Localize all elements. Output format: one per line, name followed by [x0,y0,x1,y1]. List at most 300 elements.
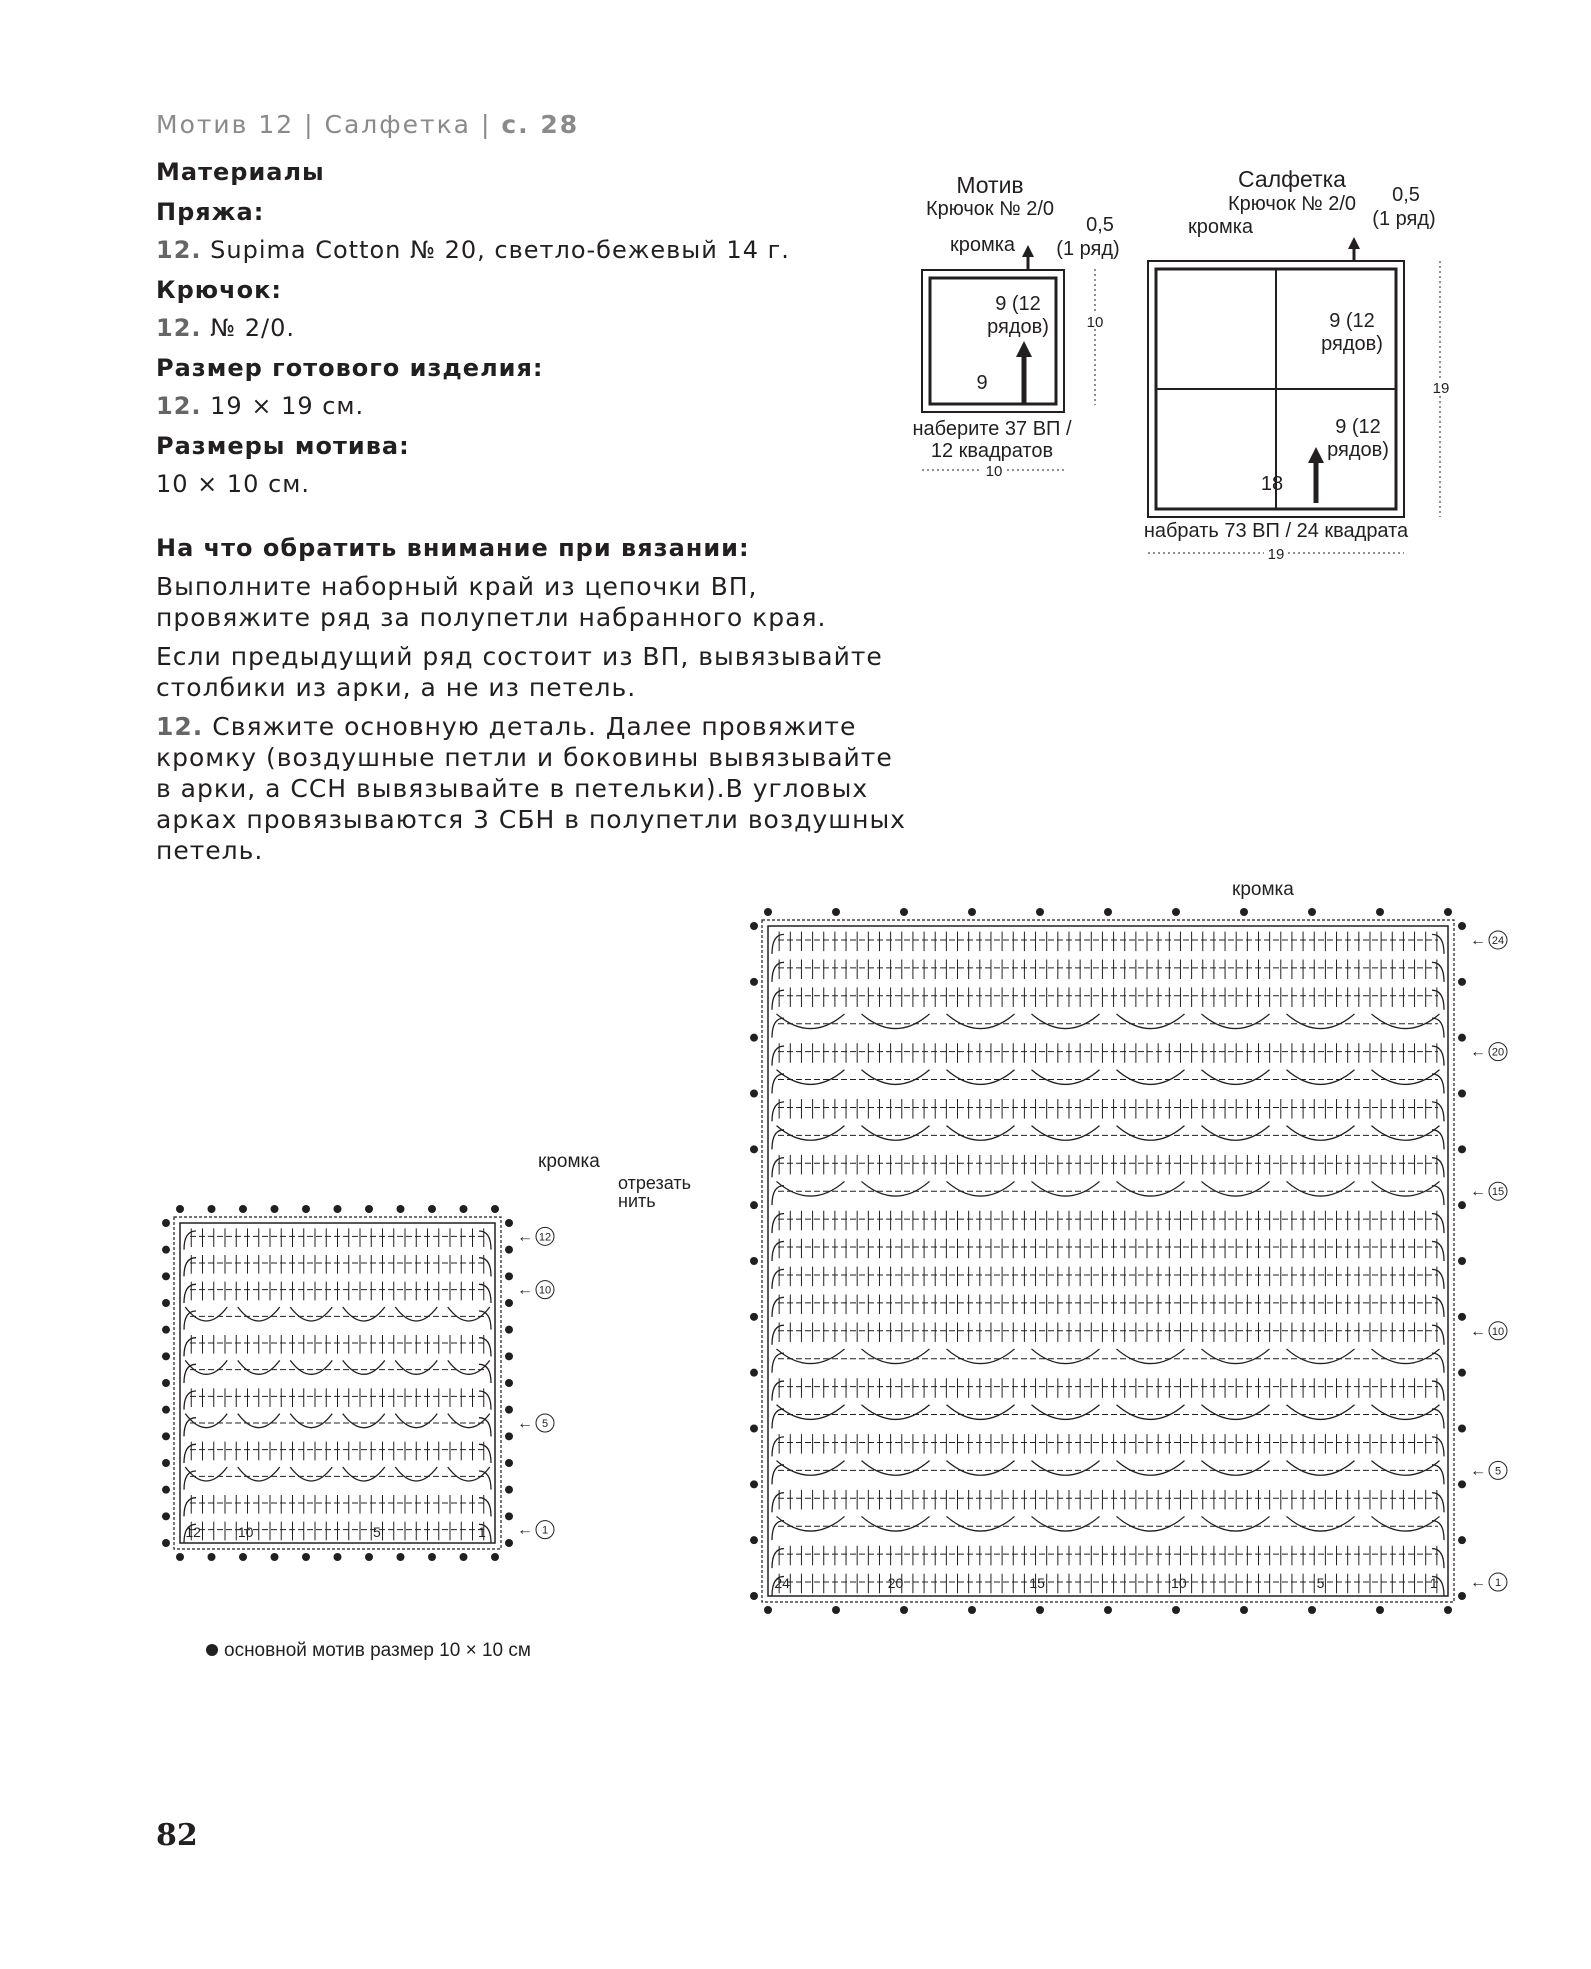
chain-arch [947,1014,1015,1029]
materials-title: Материалы [156,158,325,186]
turning-chain [1432,1241,1444,1261]
edge-picot-icon [764,908,772,916]
chain-arch [1117,1405,1185,1420]
large-chart-edge-label: кромка [1232,879,1294,900]
turning-chain [1432,1409,1444,1429]
chain-arch [1202,1405,1270,1420]
chain-arch [1287,1014,1355,1029]
chart-edge-frame [762,920,1454,1602]
chain-arch [238,1467,280,1481]
column-number: 24 [774,1575,790,1591]
edge-picot-icon [750,1257,758,1265]
turning-chain [1432,1297,1444,1317]
turning-chain [184,1471,196,1490]
header-page-ref: с. 28 [501,110,580,139]
chain-arch [343,1307,385,1321]
edge-picot-icon [750,1090,758,1098]
turning-chain [479,1498,491,1517]
turning-chain [772,1241,784,1261]
motif-schema [900,165,1150,485]
chain-arch [1032,1405,1100,1420]
edge-picot-icon [176,1205,184,1213]
edge-picot-icon [1458,1480,1466,1488]
edge-picot-icon [505,1486,513,1494]
chain-arch [343,1467,385,1481]
turning-chain [1432,1381,1444,1401]
chain-arch [1117,1070,1185,1085]
edge-picot-icon [302,1553,310,1561]
chain-arch [1372,1349,1440,1364]
chart-frame [768,926,1448,1596]
turning-chain [479,1311,491,1330]
yarn-num: 12. [156,236,202,264]
row-arrow-icon: ← [1470,1574,1486,1592]
turning-chain [772,1437,784,1457]
edge-picot-icon [302,1205,310,1213]
chain-arch [1117,1181,1185,1196]
edge-picot-icon [505,1352,513,1360]
chain-arch [1372,1405,1440,1420]
edge-picot-icon [1376,1606,1384,1614]
napkin-schema-height: 19 [1432,380,1450,397]
size-label: Размер готового изделия: [156,354,544,382]
chain-arch [862,1516,930,1531]
turning-chain [184,1231,196,1250]
chain-arch [1372,1516,1440,1531]
row-number: 1 [541,1524,549,1537]
notes-p3 [156,711,916,866]
turning-chain [772,1297,784,1317]
turning-chain [1432,1465,1444,1485]
chain-arch [1117,1349,1185,1364]
notes-title: На что обратить внимание при вязании: [156,534,750,562]
row-arrow-icon: ← [517,1415,533,1432]
edge-picot-icon [491,1553,499,1561]
chain-arch [862,1181,930,1196]
chain-arch [1287,1181,1355,1196]
edge-picot-icon [750,1313,758,1321]
turning-chain [772,1521,784,1541]
edge-picot-icon [162,1406,170,1414]
chain-arch [947,1070,1015,1085]
edge-picot-icon [832,908,840,916]
chain-arch [1032,1070,1100,1085]
napkin-schema-rows-b: рядов) [1321,333,1383,355]
turning-chain [772,1046,784,1066]
edge-picot-icon [750,1425,758,1433]
chain-arch [1372,1461,1440,1476]
edge-picot-icon [1458,1369,1466,1377]
chain-arch [777,1405,845,1420]
edge-picot-icon [750,1369,758,1377]
row-number: 12 [538,1231,552,1244]
small-chart-cut-a: отрезать [618,1173,691,1193]
chain-arch [1287,1349,1355,1364]
edge-picot-icon [750,1034,758,1042]
edge-picot-icon [505,1272,513,1280]
chain-arch [185,1360,227,1374]
chain-arch [947,1405,1015,1420]
chain-arch [1202,1181,1270,1196]
edge-picot-icon [1458,1425,1466,1433]
turning-chain [1432,1353,1444,1373]
edge-picot-icon [1458,1034,1466,1042]
turning-chain [1432,1018,1444,1038]
chain-arch [1032,1126,1100,1141]
turning-chain [184,1311,196,1330]
motif-schema-rows-b: рядов) [987,316,1049,338]
row-number: 5 [1494,1465,1502,1478]
chain-arch [1202,1461,1270,1476]
chain-arch [947,1126,1015,1141]
turning-chain [479,1338,491,1357]
chain-arch [238,1307,280,1321]
edge-picot-icon [750,1145,758,1153]
size-value: 19 × 19 см. [210,392,365,420]
chain-arch [395,1307,437,1321]
napkin-schema-title: Салфетка [1238,166,1346,192]
edge-picot-icon [1172,908,1180,916]
turning-chain [184,1258,196,1277]
turning-chain [1432,1102,1444,1122]
edge-picot-icon [505,1246,513,1254]
chain-arch [777,1070,845,1085]
edge-picot-icon [334,1553,342,1561]
edge-picot-icon [460,1205,468,1213]
turning-chain [772,962,784,982]
edge-picot-icon [365,1205,373,1213]
napkin-schema-cast-on: набрать 73 ВП / 24 квадрата [1143,520,1409,542]
edge-picot-icon [1240,1606,1248,1614]
chain-arch [238,1414,280,1428]
row-number: 10 [1491,1325,1505,1338]
edge-picot-icon [239,1205,247,1213]
motif-schema-cast-on-b: 12 квадратов [930,440,1054,462]
chain-arch [1372,1181,1440,1196]
chain-arch [862,1405,930,1420]
row-arrow-icon: ← [1470,1043,1486,1061]
chain-arch [1032,1181,1100,1196]
motif-rows-arrow-icon [1016,341,1032,357]
turning-chain [772,1018,784,1038]
chain-arch [185,1307,227,1321]
edge-picot-icon [162,1219,170,1227]
row-arrow-icon: ← [1470,1322,1486,1340]
page-header: Мотив 12 | Салфетка | с. 28 [156,110,580,139]
napkin-schema-rows-a: 9 (12 [1329,310,1375,332]
row-number: 24 [1491,934,1505,947]
edge-picot-icon [162,1539,170,1547]
motif-size-value: 10 × 10 см. [156,470,311,498]
edge-picot-icon [750,1480,758,1488]
chain-arch [343,1414,385,1428]
chain-arch [777,1181,845,1196]
chain-arch [777,1014,845,1029]
edge-picot-icon [162,1486,170,1494]
edge-picot-icon [1458,1145,1466,1153]
edge-picot-icon [505,1219,513,1227]
hook-num: 12. [156,314,202,342]
edge-picot-icon [162,1512,170,1520]
turning-chain [1432,1521,1444,1541]
turning-chain [772,1493,784,1513]
chain-arch [1287,1405,1355,1420]
turning-chain [1432,1325,1444,1345]
turning-chain [772,1409,784,1429]
small-chart-caption: основной мотив размер 10 × 10 см [224,1640,531,1661]
edge-picot-icon [750,922,758,930]
edge-picot-icon [365,1553,373,1561]
chain-arch [185,1414,227,1428]
turning-chain [1432,934,1444,954]
chain-arch [1287,1126,1355,1141]
edge-picot-icon [176,1553,184,1561]
chain-arch [1372,1126,1440,1141]
motif-schema-edge: кромка [950,234,1016,256]
chain-arch [1202,1014,1270,1029]
edge-picot-icon [1104,1606,1112,1614]
turning-chain [772,1074,784,1094]
turning-chain [772,1381,784,1401]
edge-picot-icon [1376,908,1384,916]
edge-picot-icon [1444,908,1452,916]
row-arrow-icon: ← [517,1521,533,1539]
napkin-rows-arrow-icon [1308,447,1324,463]
turning-chain [772,1186,784,1206]
motif-schema-title: Мотив [956,172,1024,198]
napkin-schema [1140,165,1460,565]
chain-arch [395,1467,437,1481]
edge-picot-icon [832,1606,840,1614]
turning-chain [772,1214,784,1234]
turning-chain [1432,962,1444,982]
turning-chain [1432,1186,1444,1206]
motif-outer-rect [922,270,1064,412]
motif-schema-width: 10 [985,463,1003,480]
edge-picot-icon [271,1205,279,1213]
edge-picot-icon [162,1272,170,1280]
turning-chain [184,1364,196,1383]
small-chart-cut-b: нить [618,1191,656,1211]
edge-picot-icon [900,908,908,916]
column-number: 1 [477,1524,486,1540]
small-motif-chart [140,1145,700,1665]
chain-arch [448,1360,490,1374]
edge-picot-icon [505,1539,513,1547]
turning-chain [1432,1046,1444,1066]
turning-chain [772,1549,784,1569]
row-arrow-icon: ← [517,1228,533,1246]
chain-arch [1372,1014,1440,1029]
caption-bullet-icon [206,1644,218,1656]
edge-picot-icon [162,1352,170,1360]
edge-picot-icon [460,1553,468,1561]
column-number: 5 [372,1524,381,1540]
edge-picot-icon [1458,1313,1466,1321]
yarn-line [156,236,790,264]
row-number: 5 [541,1418,549,1430]
edge-picot-icon [491,1205,499,1213]
chain-arch [777,1349,845,1364]
edge-picot-icon [505,1299,513,1307]
chain-arch [1032,1014,1100,1029]
column-number: 20 [887,1575,904,1591]
chain-arch [448,1467,490,1481]
chain-arch [862,1349,930,1364]
edge-picot-icon [428,1553,436,1561]
column-number: 10 [237,1524,254,1540]
napkin-schema-edge-rows: (1 ряд) [1372,208,1436,230]
chain-arch [1202,1070,1270,1085]
chain-arch [777,1126,845,1141]
chain-arch [947,1181,1015,1196]
turning-chain [1432,1074,1444,1094]
edge-picot-icon [334,1205,342,1213]
turning-chain [184,1391,196,1410]
edge-picot-icon [968,1606,976,1614]
motif-schema-width-inner: 9 [976,372,988,394]
edge-picot-icon [764,1606,772,1614]
column-number: 15 [1029,1575,1045,1591]
turning-chain [479,1284,491,1303]
turning-chain [184,1498,196,1517]
row-number: 10 [538,1284,552,1297]
motif-schema-cast-on-a: наберите 37 ВП / [912,418,1072,440]
chain-arch [1032,1349,1100,1364]
edge-picot-icon [1458,922,1466,930]
edge-picot-icon [505,1379,513,1387]
chain-arch [238,1360,280,1374]
chain-arch [862,1126,930,1141]
turning-chain [479,1418,491,1437]
napkin-schema-width-inner: 18 [1260,473,1284,495]
large-napkin-chart [720,870,1505,1630]
edge-picot-icon [750,1592,758,1600]
chain-arch [947,1461,1015,1476]
chain-arch [862,1070,930,1085]
row-number: 1 [1494,1577,1502,1590]
header-item: Салфетка [324,110,471,139]
edge-picot-icon [505,1432,513,1440]
chain-arch [1287,1070,1355,1085]
turning-chain [1432,1130,1444,1150]
size-num: 12. [156,392,202,420]
turning-chain [1432,1437,1444,1457]
turning-chain [1432,990,1444,1010]
chain-arch [448,1414,490,1428]
chain-arch [395,1414,437,1428]
motif-schema-edge-rows: (1 ряд) [1056,238,1120,260]
edge-picot-icon [239,1553,247,1561]
edge-picot-icon [968,908,976,916]
edge-picot-icon [162,1326,170,1334]
edge-picot-icon [162,1432,170,1440]
edge-picot-icon [397,1553,405,1561]
edge-picot-icon [162,1379,170,1387]
edge-picot-icon [1104,908,1112,916]
notes-p3-num: 12. [156,712,204,741]
edge-picot-icon [1458,1201,1466,1209]
edge-picot-icon [900,1606,908,1614]
motif-schema-rows-a: 9 (12 [995,293,1041,315]
napkin-schema-width: 19 [1267,546,1285,563]
header-motif: Мотив 12 [156,110,295,139]
chain-arch [1117,1461,1185,1476]
edge-picot-icon [1458,1257,1466,1265]
turning-chain [184,1338,196,1357]
chain-arch [1287,1461,1355,1476]
turning-chain [1432,1214,1444,1234]
hook-value: № 2/0. [210,314,295,342]
chain-arch [777,1516,845,1531]
motif-edge-arrow-icon [1022,245,1034,257]
edge-picot-icon [750,978,758,986]
edge-picot-icon [208,1205,216,1213]
turning-chain [479,1231,491,1250]
motif-schema-height: 10 [1086,314,1104,331]
chain-arch [947,1516,1015,1531]
chain-arch [448,1307,490,1321]
edge-picot-icon [271,1553,279,1561]
edge-picot-icon [1444,1606,1452,1614]
chain-arch [862,1014,930,1029]
motif-schema-hook: Крючок № 2/0 [926,198,1054,220]
row-arrow-icon: ← [1470,1183,1486,1201]
row-arrow-icon: ← [1470,1462,1486,1480]
motif-schema-edge-size: 0,5 [1086,214,1114,236]
chain-arch [1372,1070,1440,1085]
chain-arch [290,1414,332,1428]
edge-picot-icon [505,1459,513,1467]
edge-picot-icon [397,1205,405,1213]
hook-line [156,314,295,342]
napkin-schema-rows-c: 9 (12 [1335,416,1381,438]
chain-arch [1202,1516,1270,1531]
notes-p1: Выполните наборный край из цепочки ВП, провяжите ряд за полупетли набранного края. [156,572,827,632]
edge-picot-icon [1458,1090,1466,1098]
chain-arch [290,1307,332,1321]
edge-picot-icon [750,1201,758,1209]
chain-arch [290,1360,332,1374]
napkin-schema-edge: кромка [1188,216,1254,238]
turning-chain [772,1158,784,1178]
notes-p2: Если предыдущий ряд состоит из ВП, вывязывайте столбики из арки, а не из петель. [156,642,883,702]
napkin-schema-edge-size: 0,5 [1392,184,1420,206]
turning-chain [479,1364,491,1383]
edge-picot-icon [1172,1606,1180,1614]
notes-p3-text: Свяжите основную деталь. Далее провяжите кромку (воздушные петли и боковины вывязывайте в арки, а ССН вывязывайте в петельки).В угловых арках провязываются 3 СБН в полупетли воздушных петель. [156,712,906,865]
turning-chain [772,1353,784,1373]
chain-arch [1117,1014,1185,1029]
turning-chain [479,1258,491,1277]
chain-arch [1117,1516,1185,1531]
edge-picot-icon [1240,908,1248,916]
chain-arch [1032,1461,1100,1476]
chain-arch [1202,1126,1270,1141]
turning-chain [479,1391,491,1410]
edge-picot-icon [1458,1592,1466,1600]
row-number: 15 [1491,1186,1505,1199]
chain-arch [862,1461,930,1476]
turning-chain [1432,1493,1444,1513]
chain-arch [1287,1516,1355,1531]
edge-picot-icon [1458,978,1466,986]
column-number: 1 [1429,1575,1438,1591]
turning-chain [479,1471,491,1490]
edge-picot-icon [1308,908,1316,916]
page-number: 82 [156,1818,198,1853]
turning-chain [772,1102,784,1122]
